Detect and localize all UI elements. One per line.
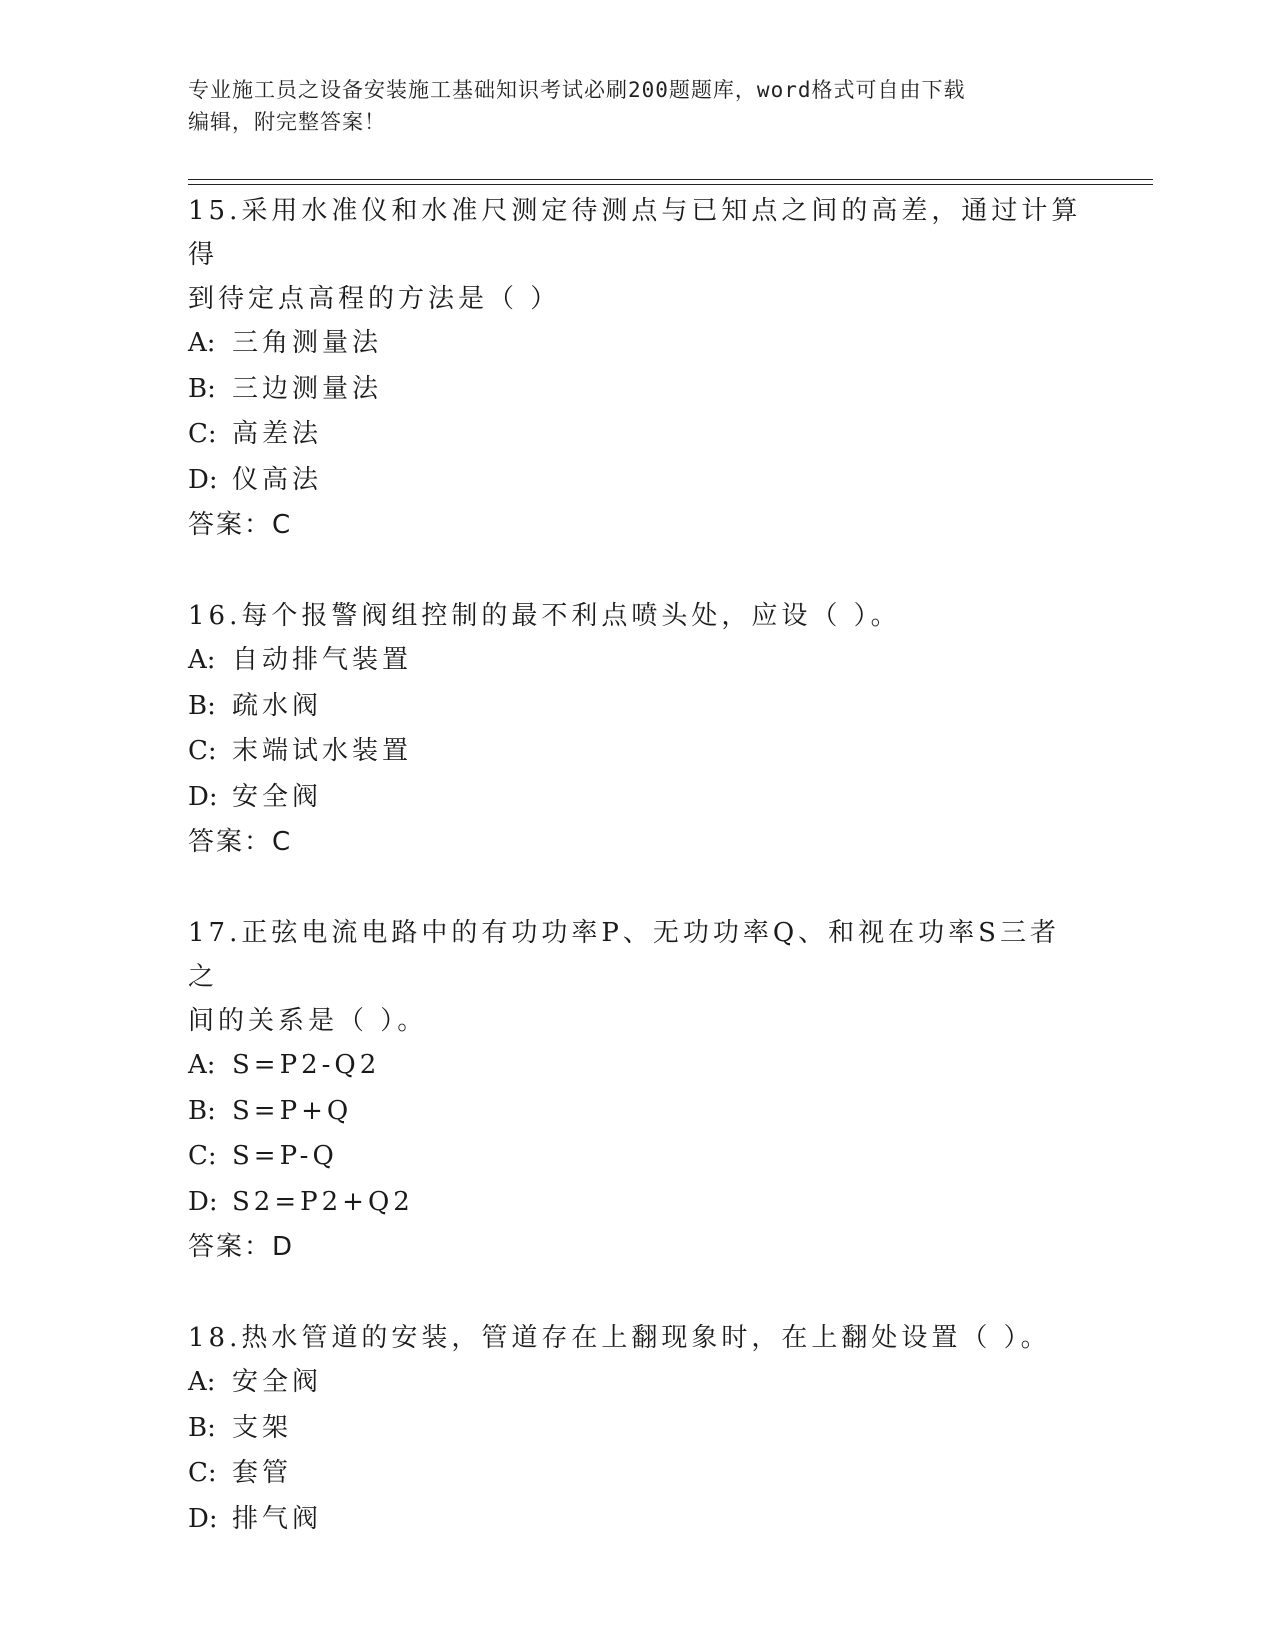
option-b xyxy=(188,1406,1088,1452)
question-text xyxy=(188,911,1088,1043)
option-text: 自动排气装置 xyxy=(232,645,413,675)
option-d xyxy=(188,1180,1088,1226)
answer-label: 答案：C xyxy=(188,827,293,857)
option-b xyxy=(188,1089,1088,1135)
option-letter: D: xyxy=(188,464,218,495)
option-letter: B: xyxy=(188,1412,216,1443)
option-text: 排气阀 xyxy=(232,1503,323,1534)
option-letter: A: xyxy=(188,1050,216,1080)
option-letter: C: xyxy=(188,1141,217,1171)
question-15 xyxy=(188,189,1088,548)
question-text xyxy=(188,189,1088,321)
question-text-line-2: 间的关系是（ ）。 xyxy=(188,1006,428,1036)
option-letter: B: xyxy=(188,373,216,404)
option-text: S=P2-Q2 xyxy=(232,1050,381,1080)
header-line-1: 专业施工员之设备安装施工基础知识考试必刷200题题库，word格式可自由下载 xyxy=(188,78,966,102)
question-17 xyxy=(188,911,1088,1270)
option-text: 高差法 xyxy=(232,419,323,449)
answer-label: 答案：D xyxy=(188,1232,295,1262)
option-text: 疏水阀 xyxy=(232,690,323,721)
header-divider-top xyxy=(188,179,1153,180)
option-text: 三边测量法 xyxy=(232,373,383,404)
option-a xyxy=(188,1360,1088,1406)
option-letter: A: xyxy=(188,645,216,675)
option-b xyxy=(188,684,1088,730)
option-letter: A: xyxy=(188,328,216,358)
header-divider-bottom xyxy=(188,184,1153,185)
question-list xyxy=(188,189,1088,1542)
option-text: 安全阀 xyxy=(232,1367,323,1397)
option-text: 套管 xyxy=(232,1458,293,1488)
question-text-line-1: 16.每个报警阀组控制的最不利点喷头处，应设（ ）。 xyxy=(188,601,901,631)
option-letter: D: xyxy=(188,1503,218,1534)
option-text: 支架 xyxy=(232,1412,293,1443)
option-c xyxy=(188,729,1088,775)
option-b xyxy=(188,367,1088,413)
option-text: 末端试水装置 xyxy=(232,736,413,766)
option-text: S2=P2+Q2 xyxy=(232,1186,414,1217)
option-d xyxy=(188,458,1088,504)
document-header xyxy=(188,74,1088,138)
option-letter: C: xyxy=(188,736,217,766)
option-c xyxy=(188,1451,1088,1497)
option-letter: D: xyxy=(188,781,218,812)
option-text: 三角测量法 xyxy=(232,328,383,358)
option-letter: D: xyxy=(188,1186,218,1217)
option-letter: B: xyxy=(188,1095,216,1126)
option-text: S=P-Q xyxy=(232,1141,338,1171)
option-d xyxy=(188,1497,1088,1543)
option-letter: C: xyxy=(188,1458,217,1488)
question-text-line-1: 18.热水管道的安装，管道存在上翻现象时，在上翻处设置（ ）。 xyxy=(188,1323,1051,1353)
option-c xyxy=(188,1134,1088,1180)
question-text-line-2: 到待定点高程的方法是（ ） xyxy=(188,284,561,314)
option-letter: C: xyxy=(188,419,217,449)
answer-label: 答案：C xyxy=(188,510,293,540)
option-a xyxy=(188,638,1088,684)
header-line-2: 编辑，附完整答案！ xyxy=(188,110,386,134)
option-d xyxy=(188,775,1088,821)
option-text: S=P+Q xyxy=(232,1095,353,1126)
option-letter: A: xyxy=(188,1367,216,1397)
option-letter: B: xyxy=(188,690,216,721)
option-text: 仪高法 xyxy=(232,464,323,495)
option-a xyxy=(188,1043,1088,1089)
question-text-line-1: 15.采用水准仪和水准尺测定待测点与已知点之间的高差，通过计算得 xyxy=(188,196,1082,270)
option-a xyxy=(188,321,1088,367)
question-text-line-1: 17.正弦电流电路中的有功功率P、无功功率Q、和视在功率S三者之 xyxy=(188,918,1060,992)
question-text xyxy=(188,1316,1088,1360)
question-18 xyxy=(188,1316,1088,1542)
question-text xyxy=(188,594,1088,638)
option-text: 安全阀 xyxy=(232,781,323,812)
option-c xyxy=(188,412,1088,458)
question-16 xyxy=(188,594,1088,865)
